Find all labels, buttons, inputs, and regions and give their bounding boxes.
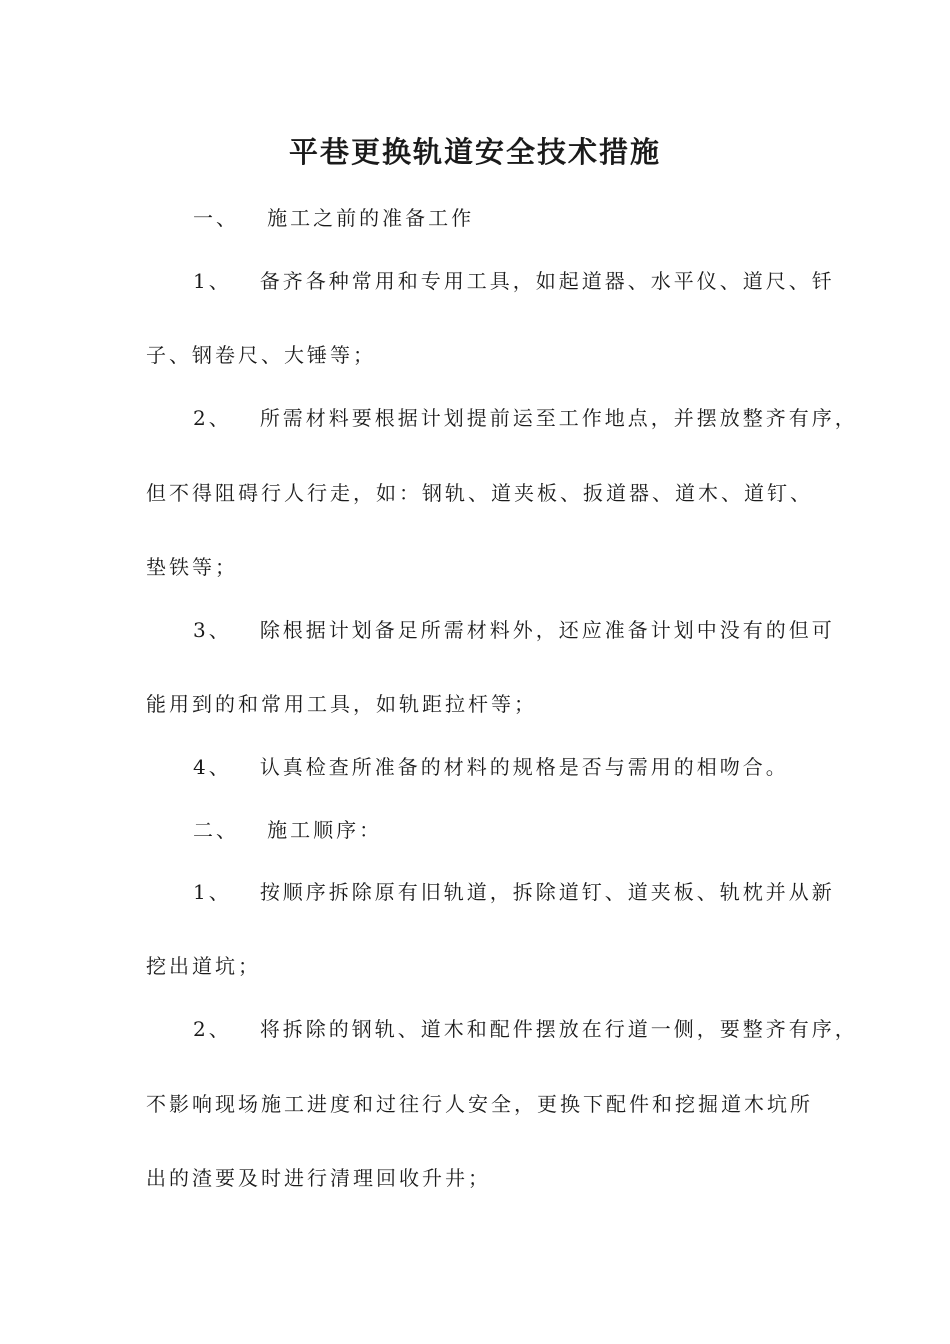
section-number: 一、 — [193, 206, 239, 230]
item-text: 所需材料要根据计划提前运至工作地点，并摆放整齐有序， — [259, 406, 858, 430]
section-number: 二、 — [193, 818, 239, 842]
item-number: 1、 — [193, 880, 232, 904]
list-item-continuation: 能用到的和常用工具，如轨距拉杆等； — [146, 692, 537, 716]
list-item-first-line — [193, 615, 835, 645]
section-heading-1 — [193, 203, 474, 233]
section-heading-2 — [193, 815, 382, 845]
list-item-continuation: 不影响现场施工进度和过往行人安全，更换下配件和挖掘道木坑所 — [146, 1092, 813, 1116]
list-item-continuation: 出的渣要及时进行清理回收升井； — [146, 1166, 491, 1190]
item-text: 认真检查所准备的材料的规格是否与需用的相吻合。 — [259, 755, 789, 779]
item-text: 备齐各种常用和专用工具，如起道器、水平仪、道尺、钎 — [259, 269, 835, 293]
list-item-first-line — [193, 877, 835, 907]
item-text: 除根据计划备足所需材料外，还应准备计划中没有的但可 — [259, 618, 835, 642]
item-number: 2、 — [193, 1017, 232, 1041]
item-number: 4、 — [193, 755, 232, 779]
item-text: 将拆除的钢轨、道木和配件摆放在行道一侧，要整齐有序， — [259, 1017, 858, 1041]
list-item-continuation: 但不得阻碍行人行走，如：钢轨、道夹板、扳道器、道木、道钉、 — [146, 481, 813, 505]
list-item-first-line — [193, 752, 789, 782]
list-item-first-line — [193, 266, 835, 296]
item-number: 2、 — [193, 406, 232, 430]
item-number: 1、 — [193, 269, 232, 293]
item-number: 3、 — [193, 618, 232, 642]
list-item-continuation: 挖出道坑； — [146, 954, 261, 978]
list-item-continuation: 子、钢卷尺、大锤等； — [146, 343, 376, 367]
list-item-first-line — [193, 403, 858, 433]
item-text: 按顺序拆除原有旧轨道，拆除道钉、道夹板、轨枕并从新 — [259, 880, 835, 904]
section-title: 施工之前的准备工作 — [267, 206, 475, 230]
list-item-continuation: 垫铁等； — [146, 555, 238, 579]
document-title: 平巷更换轨道安全技术措施 — [288, 135, 661, 169]
section-title: 施工顺序： — [267, 818, 383, 842]
list-item-first-line — [193, 1014, 858, 1044]
